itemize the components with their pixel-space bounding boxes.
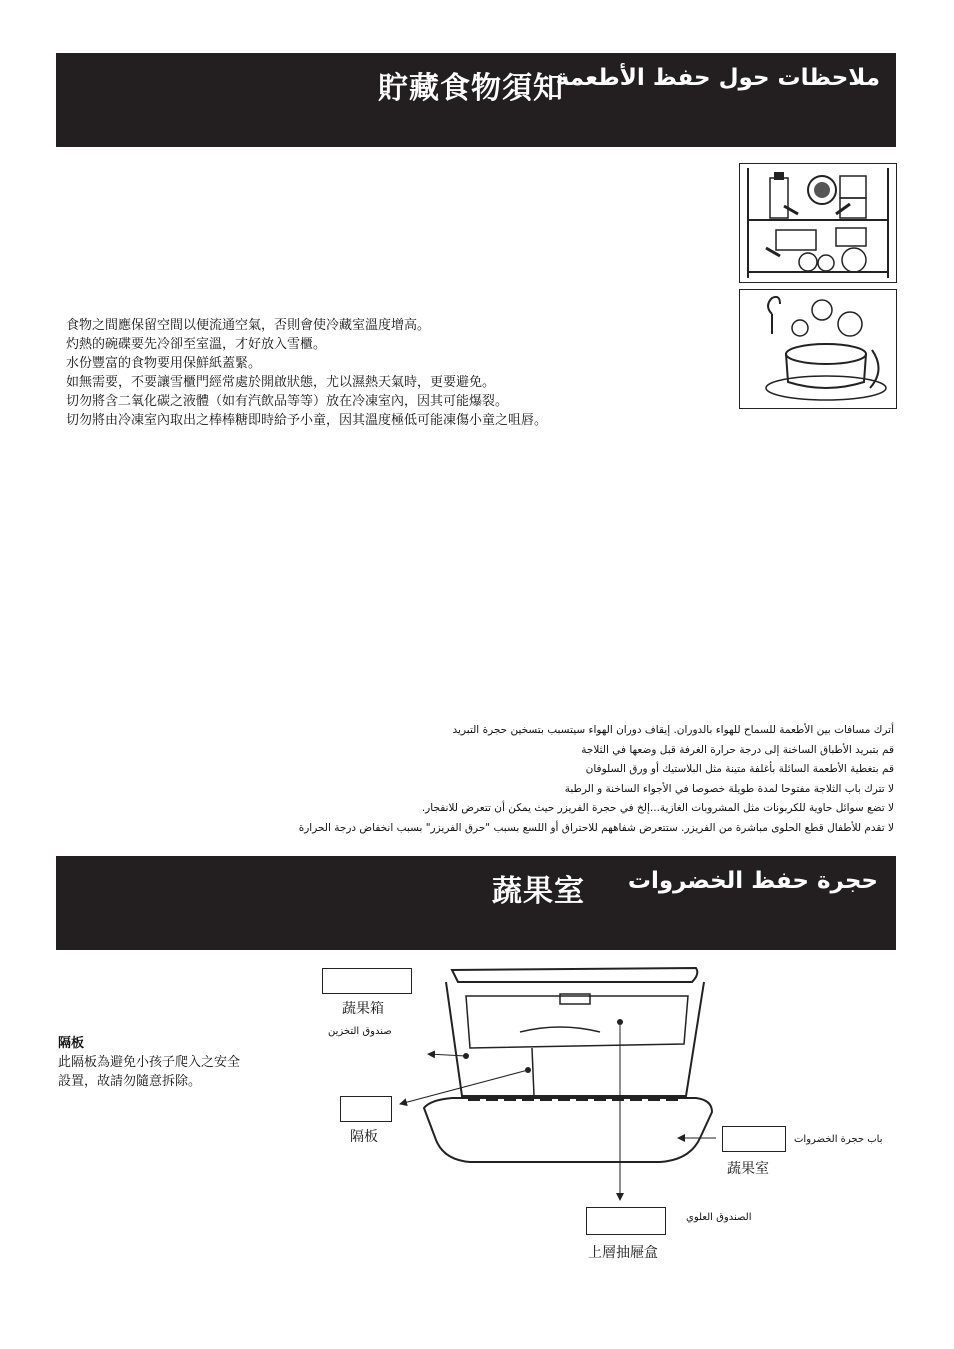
note-zh: 灼熱的碗碟要先冷卻至室溫，才好放入雪櫃。 (66, 337, 327, 352)
section-title-ar: حجرة حفظ الخضروات (627, 868, 878, 894)
door-label-box (722, 1126, 786, 1152)
note-zh: 水份豐富的食物要用保鮮紙蓋緊。 (66, 356, 262, 371)
note-ar: قم بتبريد الأطباق الساخنة إلى درجة حرارة الغرفة قبل وضعها في الثلاجة (581, 743, 894, 756)
note-zh: 食物之間應保留空間以便流通空氣，否則會使冷藏室溫度增高。 (66, 318, 431, 333)
note-ar: لا تترك باب الثلاجة مفتوحا لمدة طويلة خصوصا في الأجواء الساخنة و الرطبة (564, 782, 894, 795)
partition-label-box (340, 1096, 392, 1122)
partition-desc-line: 此隔板為避免小孩子爬入之安全 (58, 1055, 241, 1070)
door-label-zh: 蔬果室 (727, 1161, 769, 1177)
storage-box-label-ar: صندوق التخزين (328, 1026, 392, 1037)
note-ar: قم بتغطية الأطعمة السائلة بأغلفة متينة مثل البلاستيك أو ورق السلوفان (585, 763, 894, 775)
note-zh: 切勿將由冷凍室內取出之棒棒糖即時給予小童，因其溫度極低可能凍傷小童之咀唇。 (66, 413, 548, 428)
partition-title: 隔板 (58, 1036, 85, 1051)
section-title-zh: 貯藏食物須知 (378, 71, 564, 106)
partition-label-zh: 隔板 (350, 1129, 378, 1145)
note-zh: 如無需要，不要讓雪櫃門經常處於開啟狀態，尤以濕熱天氣時，更要避免。 (66, 375, 496, 390)
upper-box-label-zh: 上層抽屜盒 (588, 1245, 658, 1261)
section-title-ar: ملاحظات حول حفظ الأطعمة (555, 65, 880, 91)
note-zh: 切勿將含二氧化碳之液體（如有汽飲品等等）放在冷凍室內，因其可能爆裂。 (66, 394, 509, 409)
upper-box-label-box (586, 1207, 666, 1235)
partition-desc-line: 設置，故請勿隨意拆除。 (58, 1074, 202, 1089)
storage-box-label-box (322, 968, 412, 994)
note-ar: لا تقدم للأطفال قطع الحلوى مباشرة من الفريزر. ستتعرض شفاههم للاحتراق أو اللسع بسبب "حرق الفريزر" بسبب انخفاض درجة الحرارة (298, 821, 894, 834)
section-title-zh: 蔬果室 (492, 874, 585, 909)
note-ar: أترك مسافات بين الأطعمة للسماح للهواء بالدوران. إيقاف دوران الهواء سيتسبب بتسخين حجرة التبريد (452, 724, 894, 736)
note-ar: لا تضع سوائل حاوية للكربونات مثل المشروبات الغازية...إلخ في حجرة الفريزر حيث يمكن أن تتعرض للانفجار. (421, 802, 894, 814)
upper-box-label-ar: الصندوق العلوي (686, 1212, 752, 1223)
door-label-ar: باب حجرة الخضروات (794, 1134, 883, 1145)
storage-box-label-zh: 蔬果箱 (342, 1001, 384, 1017)
